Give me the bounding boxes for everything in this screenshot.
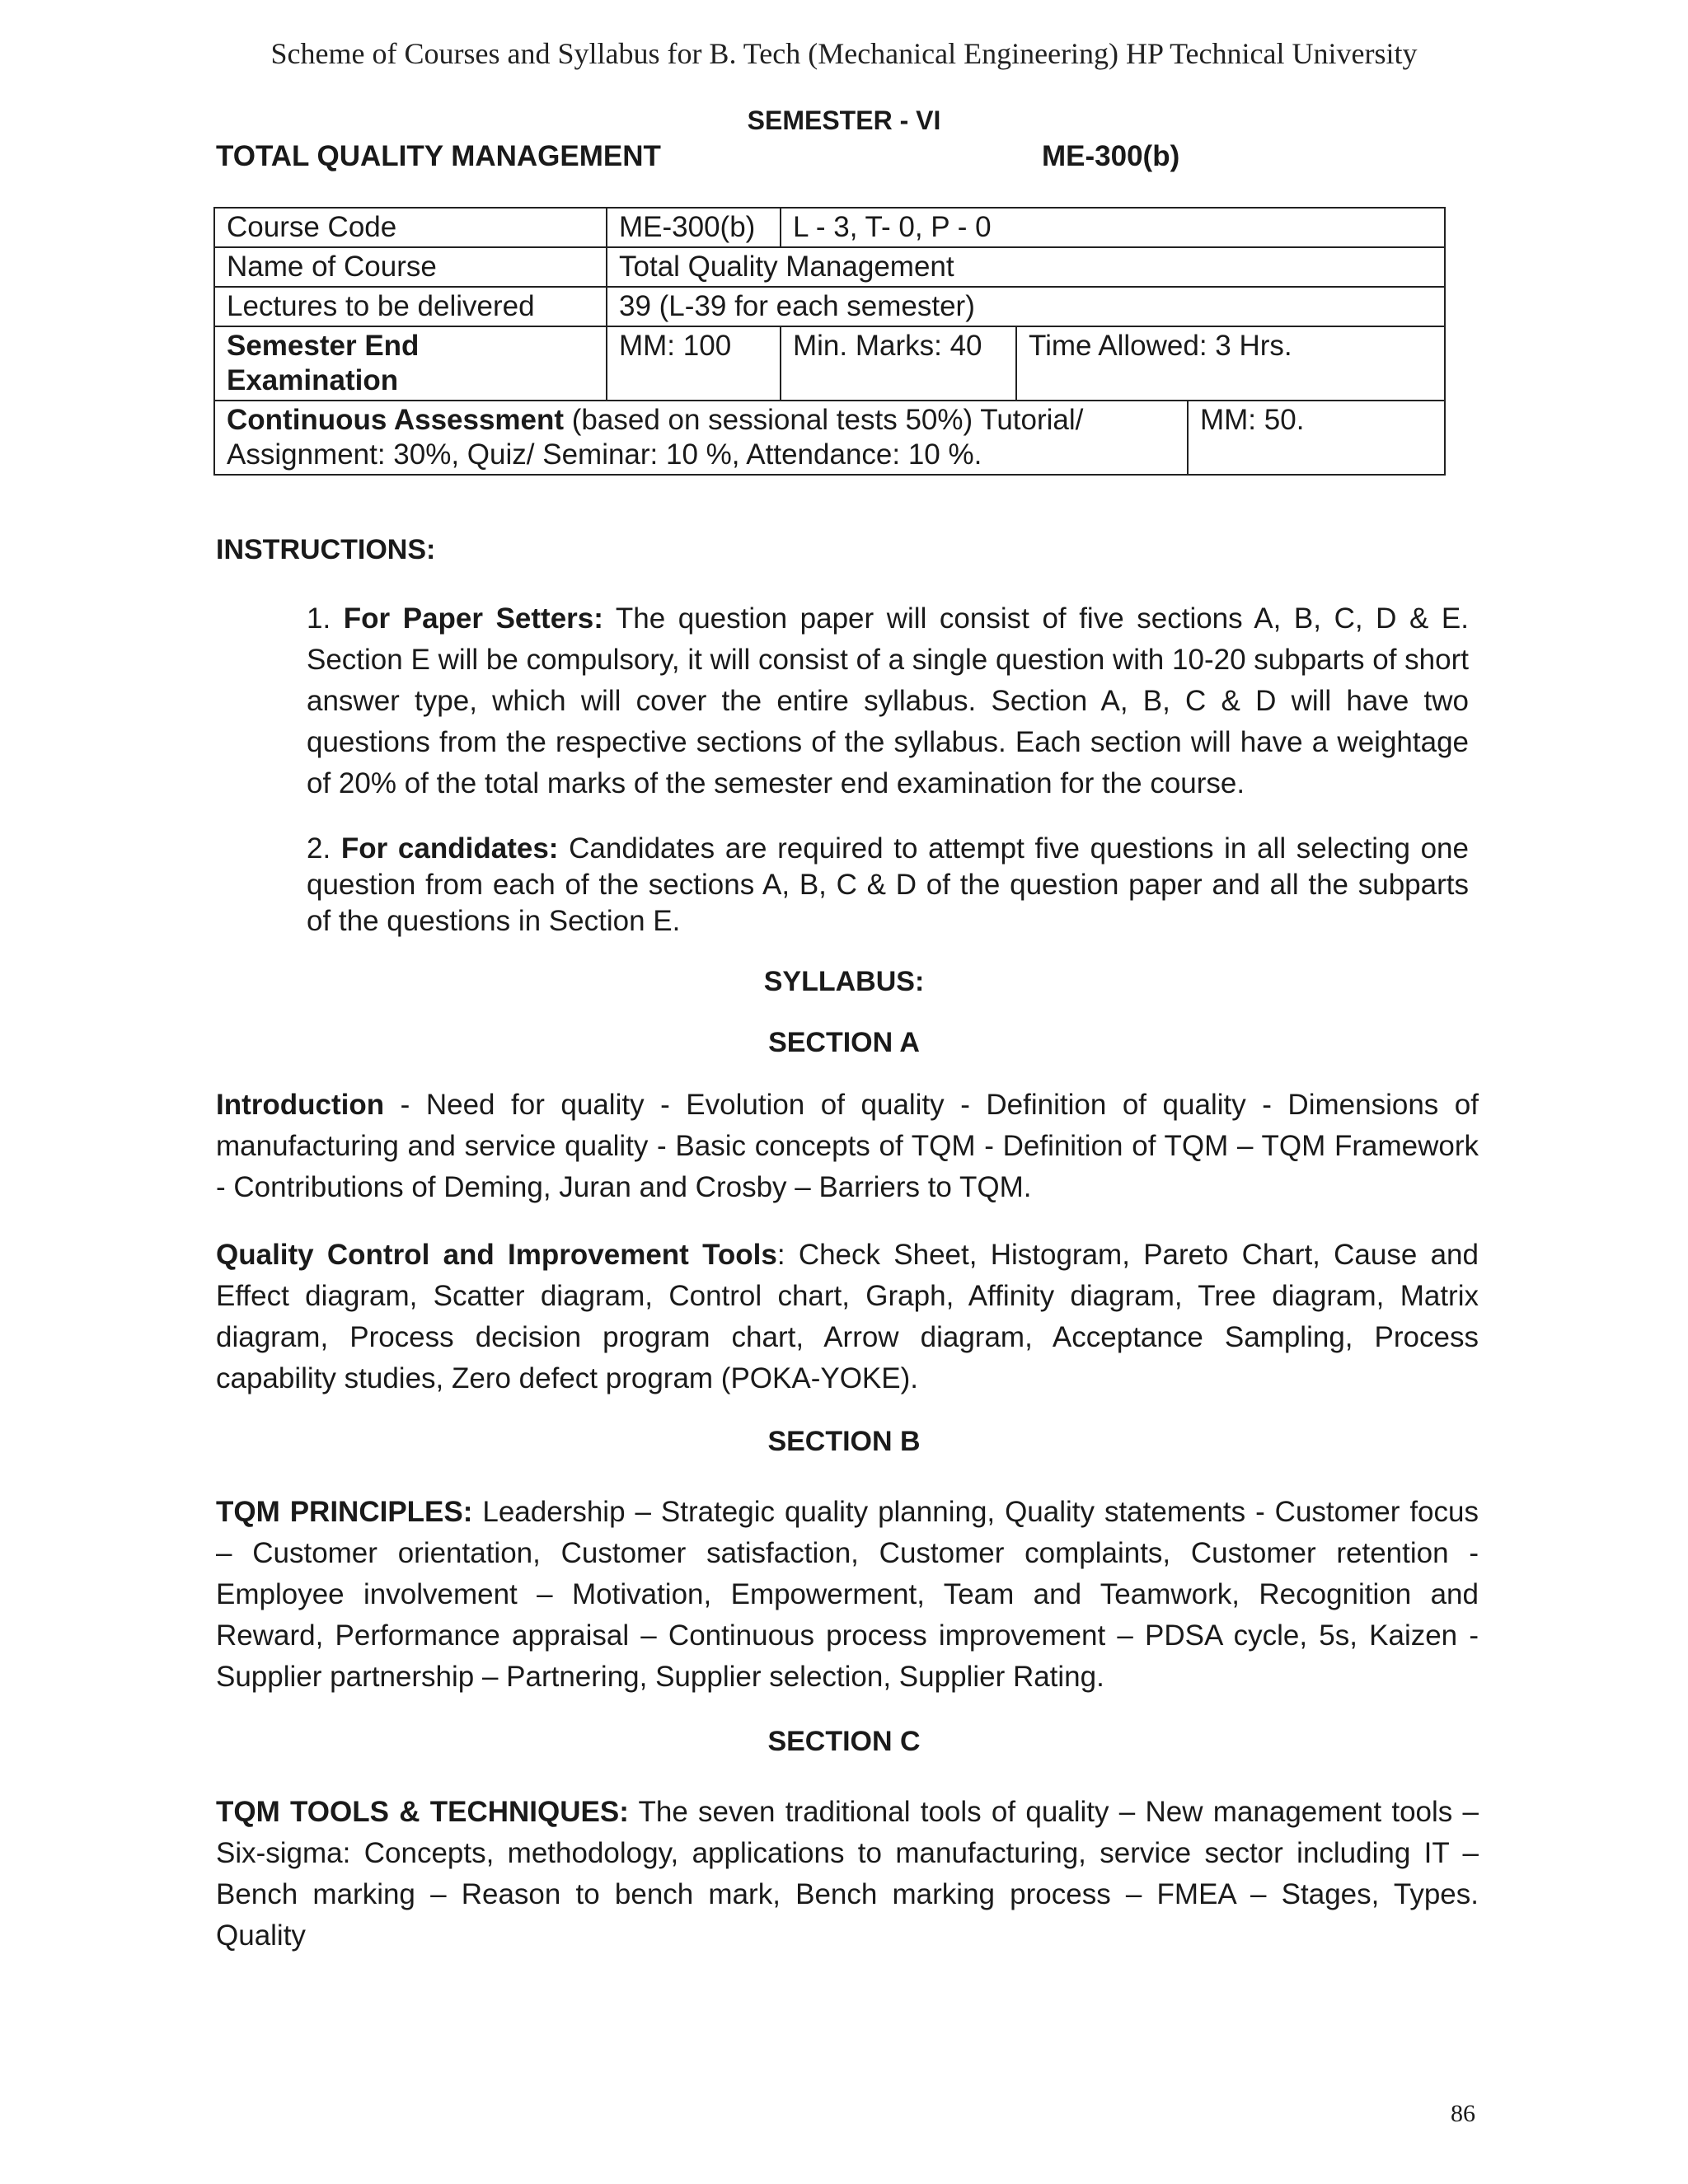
para-text: - Need for quality - Evolution of quality - Definition of quality - Dimensions of manufacturing and service quality - Basic concepts of TQM - Definition of TQM – TQM Framework - Contributions of Deming, Juran and Crosby – Barriers to TQM. (216, 1089, 1479, 1203)
section-c-heading: SECTION C (767, 1726, 921, 1757)
item-number: 2. (307, 832, 341, 865)
item-text: Candidates are required to attempt five questions in all selecting one question from each of the sections A, B, C & D of the question paper and all the subparts of the questions in Section E. (307, 832, 1469, 937)
para-label: TQM PRINCIPLES: (216, 1496, 473, 1528)
item-label: For candidates: (340, 832, 559, 865)
section-a-tools (216, 1235, 1479, 1399)
item-text: The question paper will consist of five sections A, B, C, D & E. Section E will be compulsory, it will consist of a single question with 10-20 subparts of short answer type, which will cover the entire syllabus. Section A, B, C & D will have two questions from the respective sections of the syllabus. Each section will have a weightage of 20% of the total marks of the semester end examination for the course. (307, 602, 1470, 799)
running-header: Scheme of Courses and Syllabus for B. Tech (Mechanical Engineering) HP Technical University (270, 37, 1418, 70)
para-label: Quality Control and Improvement Tools (216, 1239, 777, 1271)
course-code-label: Course Code (214, 208, 607, 247)
ca-max-marks: MM: 50. (1188, 401, 1445, 475)
ltp-value: L - 3, T- 0, P - 0 (781, 208, 1445, 247)
semester-heading: SEMESTER - VI (747, 105, 941, 135)
section-b-principles (216, 1492, 1479, 1698)
section-b-heading: SECTION B (767, 1426, 921, 1457)
para-label: Introduction (216, 1089, 385, 1121)
instruction-item (307, 831, 1469, 940)
lectures-value: 39 (L-39 for each semester) (607, 287, 1445, 326)
lectures-label: Lectures to be delivered (214, 287, 607, 326)
para-text: : Check Sheet, Histogram, Pareto Chart, Cause and Effect diagram, Scatter diagram, Control chart, Graph, Affinity diagram, Tree diagram, Matrix diagram, Process decision program chart, Arrow diagram, Acceptance Sampling, Process capability studies, Zero defect program (POKA-YOKE). (216, 1239, 1479, 1394)
ca-label: Continuous Assessment (227, 404, 565, 436)
section-a-introduction (216, 1085, 1479, 1208)
item-number: 1. (307, 602, 344, 635)
syllabus-heading: SYLLABUS: (763, 966, 925, 997)
ca-text: (based on sessional tests 50%) Tutorial/ Assignment: 30%, Quiz/ Seminar: 10 %, Attendance: 10 %. (227, 404, 1084, 471)
instructions-heading: INSTRUCTIONS: (216, 534, 436, 565)
course-code-value: ME-300(b) (607, 208, 781, 247)
para-label: TQM TOOLS & TECHNIQUES: (216, 1796, 629, 1828)
section-a-heading: SECTION A (768, 1027, 920, 1058)
course-title: TOTAL QUALITY MANAGEMENT (216, 140, 661, 172)
section-c-tools (216, 1792, 1479, 1957)
table-row (214, 247, 1445, 287)
exam-min-marks: Min. Marks: 40 (781, 326, 1016, 401)
exam-max-marks: MM: 100 (607, 326, 781, 401)
course-info-table (213, 207, 1446, 476)
table-row (214, 326, 1445, 401)
name-label: Name of Course (214, 247, 607, 287)
page-number: 86 (1451, 2100, 1475, 2127)
table-row (214, 208, 1445, 247)
exam-time: Time Allowed: 3 Hrs. (1016, 326, 1445, 401)
table-row (214, 401, 1445, 475)
para-text: Leadership – Strategic quality planning, Quality statements - Customer focus – Customer orientation, Customer satisfaction, Customer complaints, Customer retention - Employee involvement – Motivation, Empowerment, Team and Teamwork, Recognition and Reward, Performance appraisal – Continuous process improvement – PDSA cycle, 5s, Kaizen - Supplier partnership – Partnering, Supplier selection, Supplier Rating. (216, 1496, 1479, 1693)
course-code-heading: ME-300(b) (1042, 140, 1180, 172)
exam-label: Semester End Examination (214, 326, 607, 401)
item-label: For Paper Setters: (343, 602, 603, 635)
instruction-item (307, 598, 1469, 804)
continuous-assessment (214, 401, 1188, 475)
para-text: The seven traditional tools of quality – New management tools – Six-sigma: Concepts, methodology, applications to manufacturing, service sector including IT – Bench marking – Reason to bench mark, Bench marking process – FMEA – Stages, Types. Quality (216, 1796, 1479, 1952)
name-value: Total Quality Management (607, 247, 1445, 287)
table-row (214, 287, 1445, 326)
